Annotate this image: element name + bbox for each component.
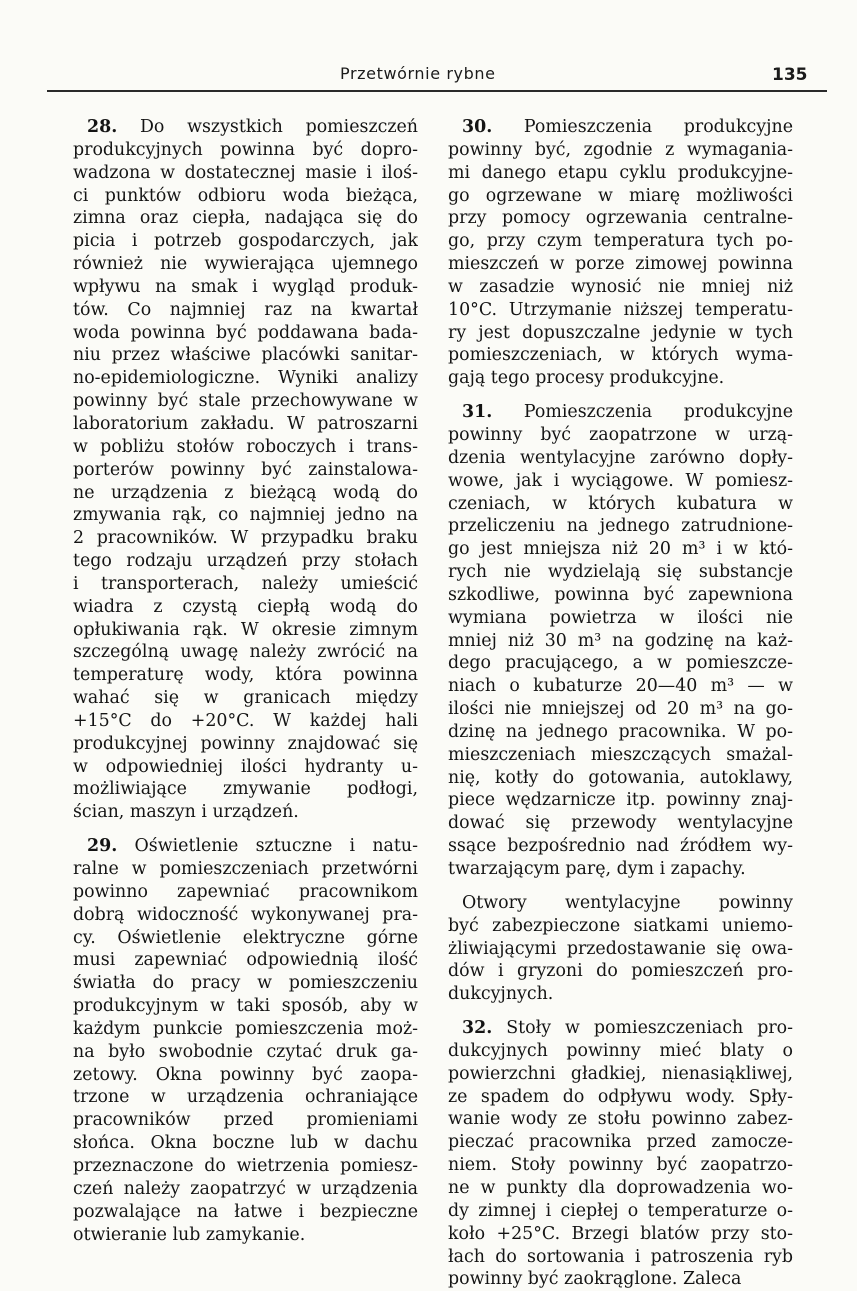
text-line <box>448 630 793 653</box>
line-text: picia i potrzeb gospodarczych, jak <box>73 231 418 252</box>
text-line <box>448 470 793 493</box>
line-text: w pobliżu stołów roboczych i trans- <box>73 436 418 457</box>
line-text: być zabezpieczone siatkami uniemo- <box>448 915 793 936</box>
text-line <box>448 652 793 675</box>
line-text: mniej niż 30 m³ na godzinę na każ- <box>448 630 793 651</box>
text-line <box>73 1064 418 1087</box>
line-text: piece wędzarnicze itp. powinny znaj- <box>448 790 793 811</box>
paragraph-number: 32. <box>462 1018 493 1039</box>
line-text: powinny być zaokrąglone. Zaleca <box>448 1269 742 1290</box>
line-text: każdym punkcie pomieszczenia moż- <box>73 1018 418 1039</box>
line-text: wowe, jak i wyciągowe. W pomiesz- <box>448 470 793 491</box>
line-text: laboratorium zakładu. W patroszarni <box>73 413 418 434</box>
text-line <box>448 1017 793 1040</box>
line-text: dego pracującego, a w pomieszcze- <box>448 653 793 674</box>
text-line <box>73 185 418 208</box>
line-text: mieszczeniach mieszczących smażal- <box>448 744 793 765</box>
line-text: przeliczeniu na jednego zatrudnione- <box>448 516 793 537</box>
text-line <box>73 710 418 733</box>
text-line <box>448 447 793 470</box>
line-text: powinny być zaopatrzone w urzą- <box>448 424 793 445</box>
text-line <box>73 116 418 139</box>
running-head <box>0 60 857 90</box>
line-text: produkcyjnej powinny znajdować się <box>73 733 418 754</box>
line-text: niem. Stoły powinny być zaopatrzo- <box>448 1155 793 1176</box>
text-line <box>448 299 793 322</box>
text-line <box>73 207 418 230</box>
text-line <box>73 1018 418 1041</box>
text-line <box>448 698 793 721</box>
line-text: dukcyjnych. <box>448 984 554 1005</box>
text-line <box>448 424 793 447</box>
line-text: dobrą widoczność wykonywanej pra- <box>73 904 418 925</box>
text-line <box>73 253 418 276</box>
line-text: wadzona w dostatecznej masie i iloś- <box>73 162 418 183</box>
line-text: no-epidemiologiczne. Wyniki analizy <box>73 368 418 389</box>
line-text: Stoły w pomieszczeniach pro- <box>506 1018 793 1039</box>
text-line <box>448 812 793 835</box>
line-text: tego rodzaju urządzeń przy stołach <box>73 551 418 572</box>
text-line <box>73 1224 418 1247</box>
line-text: wahać się w granicach między <box>73 688 418 709</box>
line-text: również nie wywierająca ujemnego <box>73 254 418 275</box>
line-text: wanie wody ze stołu powinno zabez- <box>448 1109 793 1130</box>
text-line <box>448 162 793 185</box>
paragraph-unnumbered <box>448 892 793 1006</box>
text-line <box>448 1268 793 1291</box>
line-text: łach do sortowania i patroszenia ryb <box>448 1246 793 1267</box>
line-text: wymiana powietrza w ilości nie <box>448 607 793 628</box>
text-line <box>73 436 418 459</box>
text-line <box>73 573 418 596</box>
line-text: szkodliwe, powinna być zapewniona <box>448 584 793 605</box>
text-line <box>73 641 418 664</box>
line-text: Do wszystkich pomieszczeń <box>139 117 418 137</box>
text-line <box>73 299 418 322</box>
text-line <box>73 1109 418 1132</box>
text-line <box>448 1154 793 1177</box>
text-line <box>73 733 418 756</box>
text-line <box>73 322 418 345</box>
text-line <box>73 995 418 1018</box>
line-text: tów. Co najmniej raz na kwartał <box>73 299 418 320</box>
text-line <box>73 835 418 858</box>
line-text: ścian, maszyn i urządzeń. <box>73 802 299 823</box>
line-text: przy pomocy ogrzewania centralne- <box>448 208 793 229</box>
text-line <box>73 596 418 619</box>
line-text: dować się przewody wentylacyjne <box>448 813 793 834</box>
line-text: czeń należy zaopatrzyć w urządzenia <box>73 1178 418 1199</box>
line-text: wpływu na smak i wygląd produk- <box>73 276 418 297</box>
text-line <box>448 892 793 915</box>
line-text: żliwiającymi przedostawanie się owa- <box>448 938 793 959</box>
line-text: 2 pracowników. W przypadku braku <box>73 528 418 549</box>
line-text: powierzchni gładkiej, nienasiąkliwej, <box>448 1063 793 1084</box>
text-line <box>448 1063 793 1086</box>
line-text: pieczać pracownika przed zamocze- <box>448 1132 793 1153</box>
line-text: dukcyjnych powinny mieć blaty o <box>448 1040 793 1061</box>
line-text: rych nie wydzielają się substancje <box>448 562 793 583</box>
text-line <box>73 504 418 527</box>
text-line <box>448 139 793 162</box>
text-line <box>448 253 793 276</box>
text-line <box>73 550 418 573</box>
paragraph-28 <box>73 116 418 824</box>
text-line <box>448 515 793 538</box>
text-line <box>448 322 793 345</box>
text-line <box>73 1041 418 1064</box>
text-line <box>448 538 793 561</box>
page-number: 135 <box>772 65 808 85</box>
text-line <box>73 1201 418 1224</box>
text-line <box>448 401 793 424</box>
text-line <box>448 185 793 208</box>
line-text: produkcyjnych powinna być dopro- <box>73 139 418 160</box>
text-line <box>448 744 793 767</box>
line-text: przeznaczone do wietrzenia pomiesz- <box>73 1155 418 1176</box>
line-text: trzone w urządzenia ochraniające <box>73 1087 418 1108</box>
text-line <box>448 1086 793 1109</box>
line-text: światła do pracy w pomieszczeniu <box>73 973 418 994</box>
line-text: powinno zapewniać pracownikom <box>73 881 418 902</box>
line-text: porterów powinny być zainstalowa- <box>73 459 418 480</box>
text-line <box>73 1132 418 1155</box>
text-line <box>73 927 418 950</box>
text-line <box>448 1223 793 1246</box>
text-line <box>448 721 793 744</box>
line-text: niu przez właściwe placówki sanitar- <box>73 345 418 366</box>
text-line <box>448 858 793 881</box>
text-line <box>73 527 418 550</box>
text-line <box>73 756 418 779</box>
line-text: powinny być stale przechowywane w <box>73 391 418 412</box>
text-line <box>73 664 418 687</box>
text-line <box>448 561 793 584</box>
right-column <box>448 116 793 1291</box>
text-line <box>73 1178 418 1201</box>
line-text: cy. Oświetlenie elektryczne górne <box>73 927 418 948</box>
line-text: szczególną uwagę należy zwrócić na <box>73 642 418 663</box>
text-line <box>448 1108 793 1131</box>
text-line <box>448 1131 793 1154</box>
line-text: otwieranie lub zamykanie. <box>73 1224 306 1245</box>
text-line <box>448 276 793 299</box>
text-line <box>73 972 418 995</box>
text-line <box>448 1246 793 1269</box>
line-text: powinny być, zgodnie z wymagania- <box>448 139 793 160</box>
line-text: Pomieszczenia produkcyjne <box>523 117 793 137</box>
text-line <box>73 1086 418 1109</box>
line-text: pomieszczeniach, w których wyma- <box>448 345 793 366</box>
line-text: czeniach, w których kubatura w <box>448 493 793 514</box>
line-text: +15°C do +20°C. W każdej hali <box>73 710 418 731</box>
text-line <box>73 482 418 505</box>
line-text: Pomieszczenia produkcyjne <box>523 402 793 423</box>
text-line <box>448 230 793 253</box>
line-text: wiadra z czystą ciepłą wodą do <box>73 596 418 617</box>
text-line <box>73 367 418 390</box>
text-line <box>448 584 793 607</box>
text-line <box>448 493 793 516</box>
text-line <box>448 207 793 230</box>
text-line <box>73 778 418 801</box>
line-text: produkcyjnym w taki sposób, aby w <box>73 996 418 1017</box>
line-text: ralne w pomieszczeniach przetwórni <box>73 859 418 879</box>
line-text: dzinę na jednego pracownika. W po- <box>448 721 793 742</box>
text-line <box>448 960 793 983</box>
text-line <box>73 1155 418 1178</box>
text-line <box>448 938 793 961</box>
text-line <box>73 344 418 367</box>
text-line <box>448 983 793 1006</box>
line-text: ne urządzenia z bieżącą wodą do <box>73 482 418 503</box>
text-line <box>448 607 793 630</box>
line-text: mi danego etapu cyklu produkcyjne- <box>448 162 793 183</box>
line-text: koło +25°C. Brzegi blatów przy sto- <box>448 1223 793 1244</box>
text-line <box>73 162 418 185</box>
line-text: na było swobodnie czytać druk ga- <box>73 1041 418 1062</box>
line-text: nię, kotły do gotowania, autoklawy, <box>448 767 793 788</box>
line-text: go ogrzewane w miarę możliwości <box>448 185 793 206</box>
text-line <box>448 789 793 812</box>
line-text: ssące bezpośrednio nad źródłem wy- <box>448 836 793 857</box>
line-text: woda powinna być poddawana bada- <box>73 322 418 343</box>
line-text: zimna oraz ciepła, nadająca się do <box>73 208 418 229</box>
text-line <box>73 276 418 299</box>
line-text: pracowników przed promieniami <box>73 1110 418 1131</box>
text-line <box>73 390 418 413</box>
line-text: możliwiające zmywanie podłogi, <box>73 779 418 800</box>
line-text: ilości nie mniejszej od 20 m³ na go- <box>448 699 793 720</box>
paragraph-32 <box>448 1017 793 1291</box>
paragraph-31 <box>448 401 793 881</box>
line-text: gają tego procesy produkcyjne. <box>448 368 725 389</box>
line-text: ry jest dopuszczalne jedynie w tych <box>448 322 793 343</box>
line-text: pozwalające na łatwe i bezpieczne <box>73 1201 418 1222</box>
running-title: Przetwórnie rybne <box>340 64 496 83</box>
line-text: opłukiwania rąk. W okresie zimnym <box>73 619 418 640</box>
line-text: i transporterach, należy umieścić <box>73 573 418 594</box>
left-column <box>73 116 418 1246</box>
text-line <box>448 915 793 938</box>
line-text: w zasadzie wynosić nie mniej niż <box>448 276 793 297</box>
paragraph-number: 30. <box>462 117 493 137</box>
line-text: 10°C. Utrzymanie niższej temperatu- <box>448 299 793 320</box>
text-line <box>448 367 793 390</box>
line-text: mieszczeń w porze zimowej powinna <box>448 254 793 275</box>
paragraph-30 <box>448 116 793 390</box>
header-rule <box>47 90 827 92</box>
line-text: ne w punkty dla doprowadzenia wo- <box>448 1177 793 1198</box>
text-line <box>73 904 418 927</box>
text-line <box>448 344 793 367</box>
paragraph-number: 28. <box>87 117 118 137</box>
text-line <box>448 675 793 698</box>
line-text: dów i gryzoni do pomieszczeń pro- <box>448 961 793 982</box>
line-text: ze spadem do odpływu wody. Spły- <box>448 1086 793 1107</box>
text-line <box>448 767 793 790</box>
line-text: w odpowiedniej ilości hydranty u- <box>73 756 418 777</box>
line-text: twarzającym parę, dym i zapachy. <box>448 859 746 879</box>
line-text: Oświetlenie sztuczne i natu- <box>134 836 418 857</box>
text-line <box>73 881 418 904</box>
text-line <box>73 687 418 710</box>
text-line <box>73 459 418 482</box>
text-line <box>448 1177 793 1200</box>
text-line <box>73 801 418 824</box>
paragraph-number: 31. <box>462 402 493 423</box>
text-line <box>73 139 418 162</box>
line-text: temperaturę wody, która powinna <box>73 665 418 686</box>
paragraph-number: 29. <box>87 836 118 857</box>
text-line <box>73 858 418 881</box>
line-text: go jest mniejsza niż 20 m³ i w któ- <box>448 539 793 560</box>
text-line <box>448 1040 793 1063</box>
line-text: Otwory wentylacyjne powinny <box>462 892 793 913</box>
line-text: zetowy. Okna powinny być zaopa- <box>73 1064 418 1085</box>
line-text: dy zimnej i ciepłej o temperaturze o- <box>448 1200 793 1221</box>
text-line <box>73 230 418 253</box>
line-text: musi zapewniać odpowiednią ilość <box>73 950 418 971</box>
text-line <box>448 835 793 858</box>
line-text: ci punktów odbioru woda bieżąca, <box>73 185 418 206</box>
text-line <box>448 116 793 139</box>
text-line <box>73 619 418 642</box>
text-line <box>448 1200 793 1223</box>
text-line <box>73 413 418 436</box>
line-text: dzenia wentylacyjne zarówno dopły- <box>448 447 793 468</box>
line-text: go, przy czym temperatura tych po- <box>448 231 793 252</box>
text-line <box>73 949 418 972</box>
line-text: zmywania rąk, co najmniej jedno na <box>73 505 418 526</box>
line-text: słońca. Okna boczne lub w dachu <box>73 1133 418 1154</box>
line-text: niach o kubaturze 20—40 m³ — w <box>448 676 793 697</box>
paragraph-29 <box>73 835 418 1246</box>
